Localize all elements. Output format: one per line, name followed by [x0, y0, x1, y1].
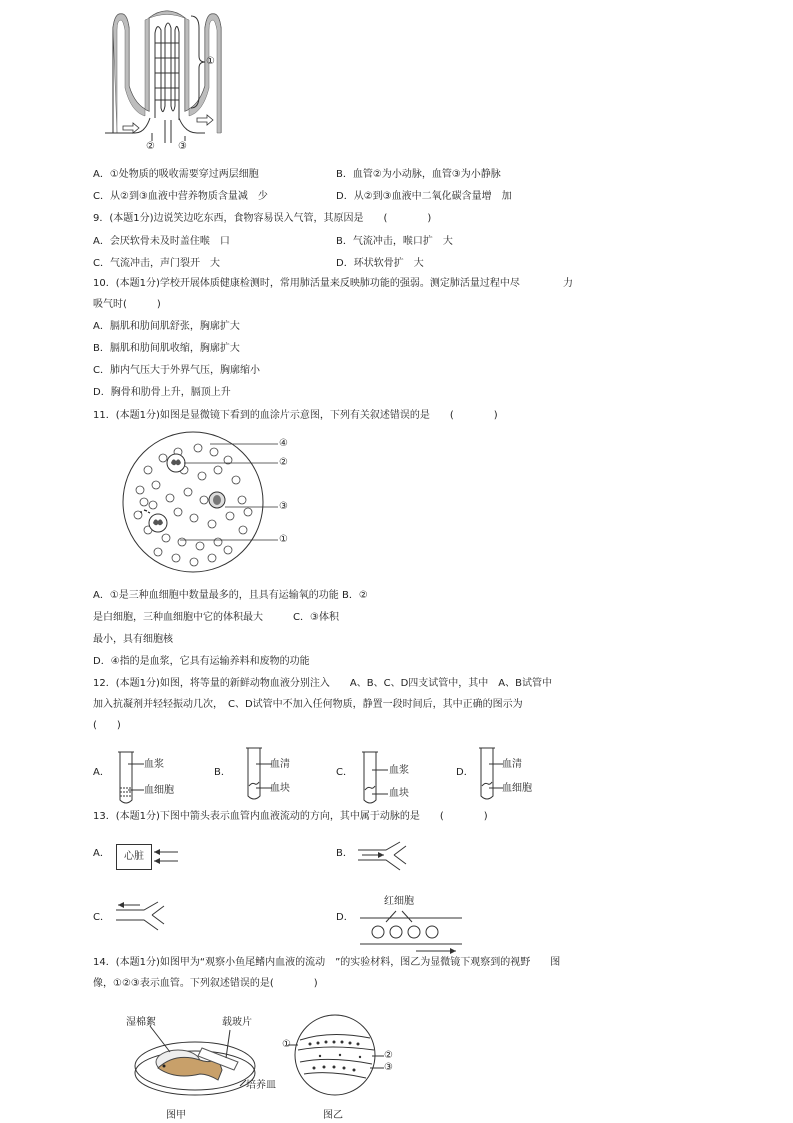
tube-b-bottom-label: 血块 — [270, 783, 290, 794]
q9-stem: 9．(本题1分)边说笑边吃东西，食物容易误入气管，其原因是 ( ) — [93, 213, 432, 224]
villus-option-b: B．血管②为小动脉，血管③为小静脉 — [336, 169, 501, 180]
q11-option-line2: 是白细胞，三种血细胞中它的体积最大 C．③体积 — [93, 612, 339, 623]
smear-label-4: ④ — [279, 438, 288, 449]
smear-label-2: ② — [279, 457, 288, 468]
smear-label-3: ③ — [279, 501, 288, 512]
tube-d-letter: D． — [456, 767, 474, 778]
q9-option-c: C．气流冲击，声门裂开 大 — [93, 258, 220, 269]
q10-option-d: D．胸骨和肋骨上升，膈顶上升 — [93, 387, 231, 398]
tube-d — [477, 746, 517, 806]
q10-stem-line1: 10．(本题1分)学校开展体质健康检测时，常用肺活量来反映肺功能的强弱。测定肺活量过程中尽 — [93, 278, 520, 289]
q13-option-b-letter: B． — [336, 848, 353, 859]
tube-c-top-label: 血浆 — [389, 765, 409, 776]
figure-a-caption: 图甲 — [166, 1110, 186, 1121]
q14-stem-line2: 像，①②③表示血管。下列叙述错误的是( ) — [93, 978, 318, 989]
q9-option-a: A．会厌软骨未及时盖住喉 口 — [93, 236, 230, 247]
q9-option-b: B．气流冲击，喉口扩 大 — [336, 236, 453, 247]
smear-label-1: ① — [279, 534, 288, 545]
label-petri-dish: 培养皿 — [246, 1080, 276, 1091]
q11-option-line4: D．④指的是血浆，它具有运输养料和废物的功能 — [93, 656, 310, 667]
rbc-label: 红细胞 — [384, 896, 414, 907]
tube-a-top-label: 血浆 — [144, 759, 164, 770]
villus-label-3: ③ — [178, 141, 187, 152]
q14-stem-line1: 14．(本题1分)如图甲为“观察小鱼尾鳍内血液的流动 ”的实验材料，图乙为显微镜下观察到的视野 图 — [93, 957, 561, 968]
villus-option-d: D．从②到③血液中二氧化碳含量增 加 — [336, 191, 512, 202]
tube-b-top-label: 血清 — [270, 759, 290, 770]
villus-label-1: ① — [206, 56, 215, 67]
vessel-a — [152, 844, 192, 870]
figure-b-caption: 图乙 — [323, 1110, 343, 1121]
heart-label: 心脏 — [124, 851, 144, 862]
q11-stem: 11．(本题1分)如图是显微镜下看到的血涂片示意图，下列有关叙述错误的是 ( ) — [93, 410, 498, 421]
q12-stem-line1: 12．(本题1分)如图，将等量的新鲜动物血液分别注入 A、B、C、D四支试管中，其中 A、B试管中 — [93, 678, 552, 689]
heart-box — [116, 844, 152, 870]
microscope-view-figure — [290, 1010, 390, 1100]
tube-d-bottom-label: 血细胞 — [502, 783, 532, 794]
q13-option-c-letter: C． — [93, 912, 110, 923]
villus-option-a: A．①处物质的吸收需要穿过两层细胞 — [93, 169, 259, 180]
q10-option-a: A．膈肌和肋间肌舒张，胸廓扩大 — [93, 321, 240, 332]
villus-option-c: C．从②到③血液中营养物质含量减 少 — [93, 191, 268, 202]
tube-c-bottom-label: 血块 — [389, 788, 409, 799]
q12-stem-line2: 加入抗凝剂并轻轻振动几次， C、D试管中不加入任何物质，静置一段时间后，其中正确的图示为 — [93, 699, 523, 710]
vessel-b — [356, 842, 416, 872]
villus-diagram — [105, 8, 245, 153]
q13-option-d-letter: D． — [336, 912, 354, 923]
vessel-d — [356, 908, 466, 954]
tube-b-letter: B． — [214, 767, 231, 778]
tube-a-bottom-label: 血细胞 — [144, 785, 174, 796]
villus-label-2: ② — [146, 141, 155, 152]
tube-c — [360, 750, 400, 810]
q13-option-a-letter: A． — [93, 848, 110, 859]
q10-stem-line2: 吸气时( ) — [93, 299, 161, 310]
label-glass-slide: 载玻片 — [222, 1017, 252, 1028]
vessel-c — [114, 900, 174, 934]
q10-stem-gap: 力 — [563, 278, 573, 289]
blood-smear-diagram — [118, 430, 298, 580]
q12-stem-line3: ( ) — [93, 720, 121, 731]
q11-option-line1: A．①是三种血细胞中数量最多的，且具有运输氧的功能 B．② — [93, 590, 368, 601]
view-label-3: ③ — [384, 1062, 393, 1073]
view-label-1: ① — [282, 1039, 291, 1050]
tube-b — [244, 746, 284, 806]
view-label-2: ② — [384, 1050, 393, 1061]
q13-stem: 13．(本题1分)下图中箭头表示血管内血液流动的方向，其中属于动脉的是 ( ) — [93, 811, 488, 822]
q9-option-d: D．环状软骨扩 大 — [336, 258, 424, 269]
tube-a-letter: A． — [93, 767, 110, 778]
q10-option-b: B．膈肌和肋间肌收缩，胸廓扩大 — [93, 343, 240, 354]
q10-option-c: C．肺内气压大于外界气压，胸廓缩小 — [93, 365, 260, 376]
q11-option-line3: 最小，具有细胞核 — [93, 634, 173, 645]
tube-d-top-label: 血清 — [502, 759, 522, 770]
tube-c-letter: C． — [336, 767, 353, 778]
label-wet-cotton: 湿棉絮 — [126, 1017, 156, 1028]
